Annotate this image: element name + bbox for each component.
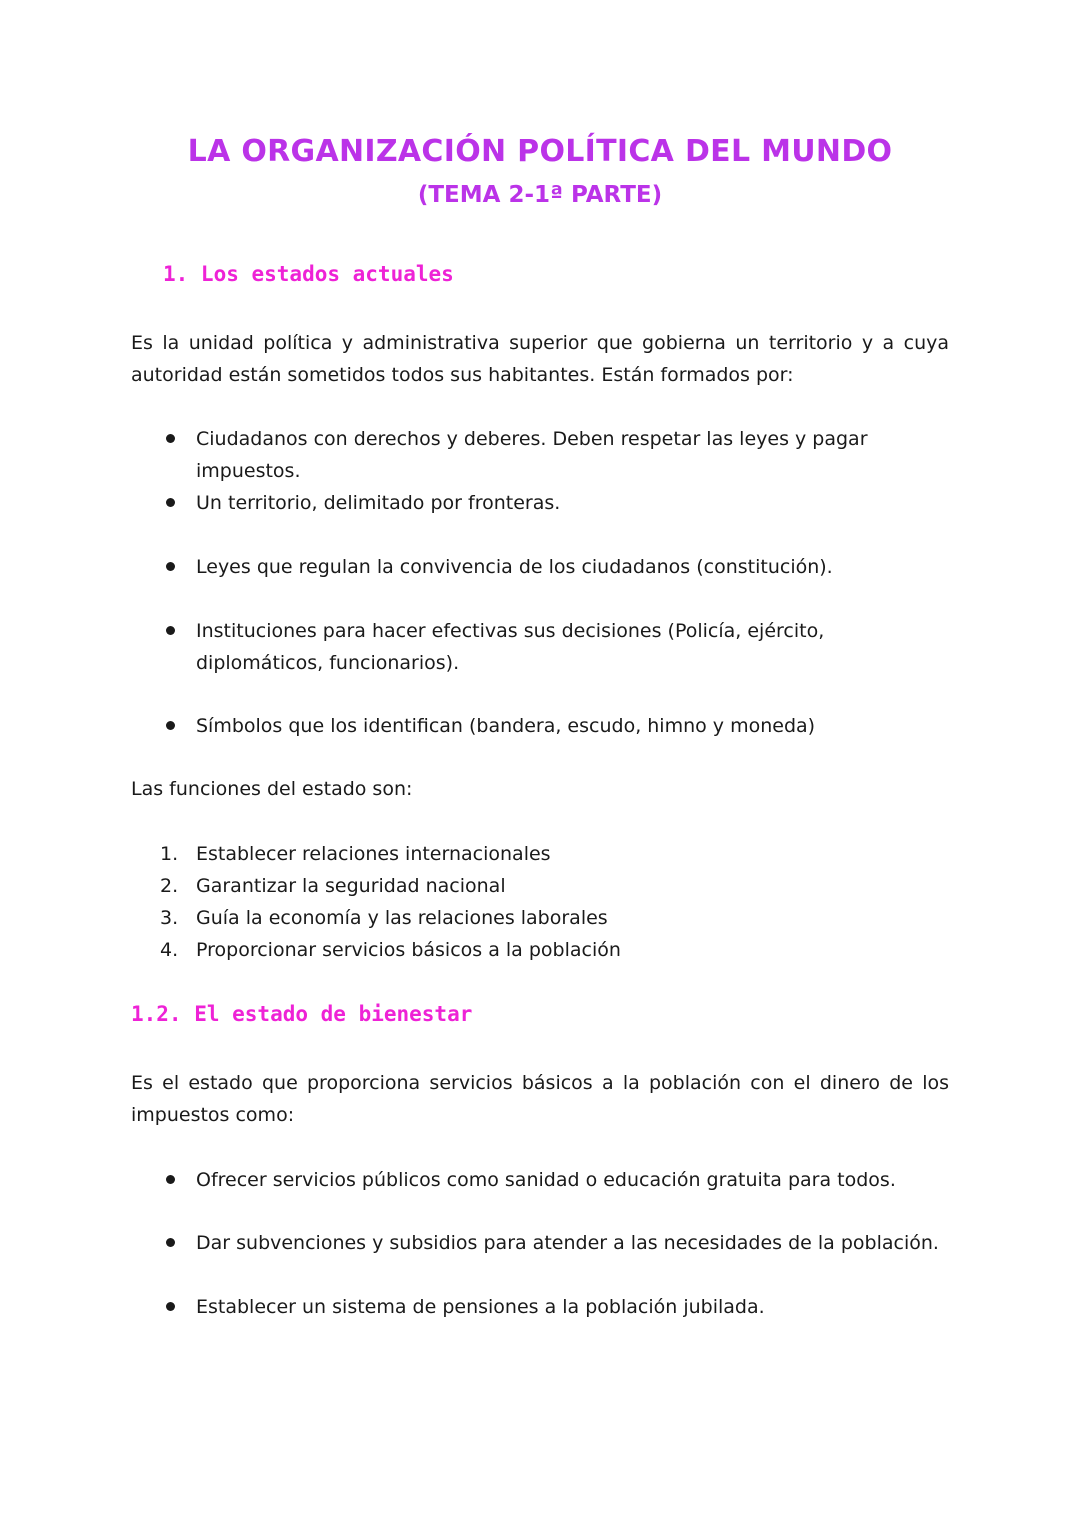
numbered-list-item: Proporcionar servicios básicos a la población <box>196 939 621 961</box>
bullet-icon <box>166 434 175 443</box>
document-subtitle: (TEMA 2-1ª PARTE) <box>417 182 663 208</box>
list-number: 1. <box>160 843 179 865</box>
list-item: Instituciones para hacer efectivas sus decisiones (Policía, ejército, diplomáticos, funcionarios). <box>196 620 825 674</box>
bullet-icon <box>166 1238 175 1247</box>
functions-intro-paragraph: Las funciones del estado son: <box>131 778 413 800</box>
bullet-icon <box>166 721 175 730</box>
list-item: Ciudadanos con derechos y deberes. Deben respetar las leyes y pagar impuestos. <box>196 428 868 482</box>
list-item: Un territorio, delimitado por fronteras. <box>196 492 561 514</box>
numbered-list-item: Garantizar la seguridad nacional <box>196 875 506 897</box>
bullet-icon <box>166 562 175 571</box>
list-item: Establecer un sistema de pensiones a la población jubilada. <box>196 1296 765 1318</box>
section-intro-paragraph: Es el estado que proporciona servicios básicos a la población con el dinero de los impuestos como: <box>131 1072 949 1126</box>
bullet-icon <box>166 626 175 635</box>
list-number: 2. <box>160 875 179 897</box>
bullet-icon <box>166 498 175 507</box>
list-item: Dar subvenciones y subsidios para atender a las necesidades de la población. <box>196 1232 939 1254</box>
list-item: Leyes que regulan la convivencia de los ciudadanos (constitución). <box>196 556 833 578</box>
section-intro-paragraph: Es la unidad política y administrativa superior que gobierna un territorio y a cuya autoridad están sometidos todos sus habitantes. Están formados por: <box>131 332 949 386</box>
list-item: Símbolos que los identifican (bandera, escudo, himno y moneda) <box>196 715 816 737</box>
list-item: Ofrecer servicios públicos como sanidad o educación gratuita para todos. <box>196 1169 896 1191</box>
section-heading-estado-bienestar: 1.2. El estado de bienestar <box>131 1002 473 1026</box>
section-heading-estados-actuales: 1. Los estados actuales <box>163 262 454 286</box>
numbered-list-item: Guía la economía y las relaciones laborales <box>196 907 608 929</box>
list-number: 4. <box>160 939 179 961</box>
bullet-icon <box>166 1175 175 1184</box>
list-number: 3. <box>160 907 179 929</box>
numbered-list-item: Establecer relaciones internacionales <box>196 843 551 865</box>
document-title: LA ORGANIZACIÓN POLÍTICA DEL MUNDO <box>187 134 893 169</box>
bullet-icon <box>166 1302 175 1311</box>
